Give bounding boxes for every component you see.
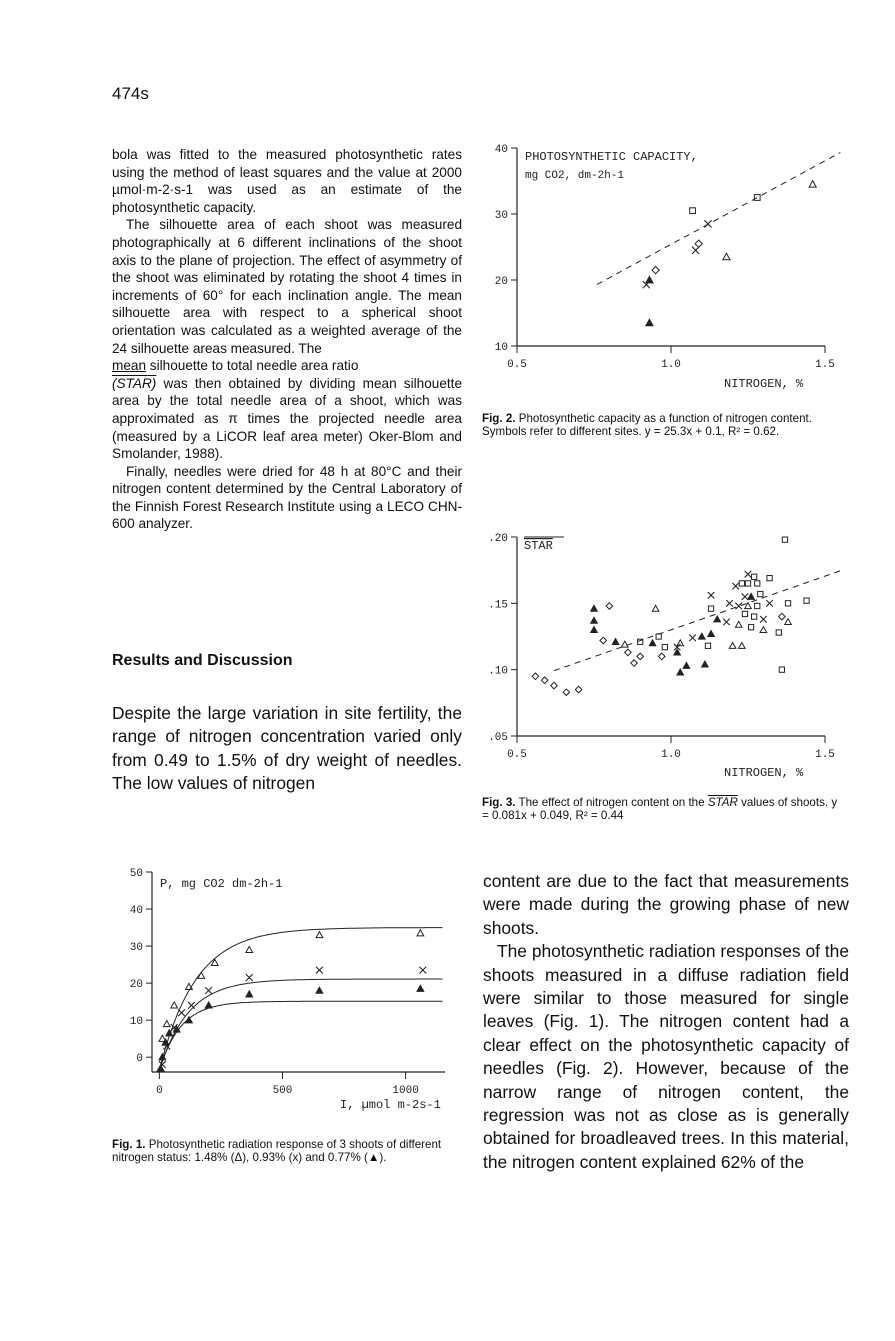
fig3-caption-pre: The effect of nitrogen content on the xyxy=(518,796,705,809)
fig3-point xyxy=(575,686,582,693)
fig2-point xyxy=(646,319,653,325)
fig3-xtick-label: 0.5 xyxy=(507,749,527,761)
fig3-regression xyxy=(554,571,840,671)
underlined-word: mean xyxy=(112,358,147,374)
fig3-point xyxy=(708,592,715,599)
fig3-point xyxy=(766,600,773,607)
fig3-point xyxy=(735,621,742,627)
fig3-ytick-label: .05 xyxy=(488,732,508,744)
fig3-point xyxy=(658,653,665,660)
paragraph-fragment: was then obtained by dividing mean silhouette area by the total needle area of a shoot, which was approximated as π times the projected needle area (measured by a LiCOR leaf area meter) Oker-Blom and Smolander, 1988). xyxy=(112,375,462,462)
fig3-point xyxy=(591,605,598,611)
fig3-point xyxy=(677,640,684,646)
fig1-xtick-label: 0 xyxy=(156,1085,163,1097)
fig1-point xyxy=(205,1002,212,1008)
fig3-point xyxy=(745,571,752,578)
fig2-ytick-label: 20 xyxy=(494,276,508,288)
fig3-point xyxy=(591,617,598,623)
fig2-title: PHOTOSYNTHETIC CAPACITY, xyxy=(525,150,698,164)
fig3-point xyxy=(600,637,607,644)
fig2-point xyxy=(704,220,711,227)
fig1-curve-0 xyxy=(159,928,442,1071)
fig3-point xyxy=(785,619,792,625)
fig1-point xyxy=(171,1002,178,1008)
fig3-label: Fig. 3. xyxy=(482,796,516,809)
fig2-xtick-label: 1.5 xyxy=(815,359,835,371)
fig1-point xyxy=(178,1009,185,1016)
fig3-points xyxy=(532,537,809,696)
fig3-point xyxy=(785,601,790,606)
fig3-point xyxy=(625,649,632,656)
fig2-point xyxy=(723,253,730,259)
fig3-point xyxy=(689,635,696,642)
fig1-ytick-label: 40 xyxy=(129,905,143,918)
left-column-text xyxy=(112,146,462,533)
fig3-point xyxy=(723,619,730,626)
fig3-point xyxy=(742,593,749,600)
fig3-point xyxy=(541,677,548,684)
fig3-point xyxy=(779,667,784,672)
fig2-chart xyxy=(480,138,850,398)
fig2-caption-text: Photosynthetic capacity as a function of nitrogen content. Symbols refer to different sites. y = 25.3x + 0.1, R² = 0.62. xyxy=(482,412,812,439)
fig1-caption-text: Photosynthetic radiation response of 3 shoots of different nitrogen status: 1.48% (Δ), 0.93% (x) and 0.77% (▲). xyxy=(112,1138,442,1165)
fig2-ytick-label: 10 xyxy=(494,342,508,354)
paragraph xyxy=(112,357,462,375)
fig1-chart xyxy=(112,862,472,1122)
fig1-point xyxy=(316,967,323,974)
fig3-point xyxy=(779,613,786,620)
fig3-point xyxy=(776,630,781,635)
fig2-regression xyxy=(597,153,840,285)
fig3-point xyxy=(745,581,750,586)
fig3-chart xyxy=(480,525,850,785)
fig3-point xyxy=(748,593,755,599)
fig3-point xyxy=(637,653,644,660)
fig3-point xyxy=(702,661,709,667)
fig1-label: Fig. 1. xyxy=(112,1138,146,1151)
paragraph: The silhouette area of each shoot was measured photographically at 6 different inclinations of the shoot axis to the plane of projection. The effect of asymmetry of the shoot was eliminated by rotating the shoot 4 times in increments of 60° for each inclination angle. The mean silhouette area with respect to a spherical shoot orientation was calculated as a weighted average of the 24 silhouette areas measured. The xyxy=(112,217,462,356)
fig2-xlabel: NITROGEN, % xyxy=(724,377,804,391)
paragraph: content are due to the fact that measurements were made during the growing phase of new shoots. xyxy=(483,871,849,938)
fig3-caption-post: values of shoots. y = 0.081x + 0.049, R² = 0.44 xyxy=(482,796,838,823)
fig3-point xyxy=(755,581,760,586)
fig2-point xyxy=(692,247,699,254)
fig3-point xyxy=(606,603,613,610)
paragraph-fragment: silhouette to total needle area ratio xyxy=(149,358,359,374)
fig3-point xyxy=(551,682,558,689)
fig3-xtick-label: 1.5 xyxy=(815,749,835,761)
fig3-point xyxy=(767,575,772,580)
fig1-point xyxy=(316,932,323,938)
fig3-point xyxy=(563,689,570,696)
fig1-point xyxy=(417,985,424,991)
fig1-xtick-label: 1000 xyxy=(392,1085,419,1097)
paragraph: Despite the large variation in site fertility, the range of nitrogen concentration varied only from 0.49 to 1.5% of dry weight of needles. The low values of nitrogen xyxy=(112,703,462,794)
fig3-point xyxy=(739,581,744,586)
right-large-text xyxy=(483,870,849,1174)
fig3-point xyxy=(683,662,690,668)
fig3-point xyxy=(714,616,721,622)
fig1-ytick-label: 0 xyxy=(136,1053,143,1066)
fig2-point xyxy=(754,195,760,201)
fig3-point xyxy=(760,627,767,633)
fig1-point xyxy=(205,987,212,994)
fig1-curve-2 xyxy=(159,1001,442,1070)
fig1-point xyxy=(246,974,253,981)
fig3-ytick-label: .20 xyxy=(488,533,508,545)
fig3-xtick-label: 1.0 xyxy=(661,749,681,761)
fig3-point xyxy=(735,603,742,610)
fig1-curve-1 xyxy=(159,979,442,1070)
fig3-point xyxy=(699,633,706,639)
fig1-curves xyxy=(159,928,442,1071)
fig3-point xyxy=(748,625,753,630)
fig3-point xyxy=(708,606,713,611)
fig3-point xyxy=(622,641,629,647)
fig3-frame xyxy=(517,537,825,736)
fig2-point xyxy=(695,240,702,247)
fig1-point xyxy=(246,946,253,952)
fig1-ylabel: P, mg CO2 dm-2h-1 xyxy=(160,877,283,891)
fig3-point xyxy=(732,583,739,590)
fig3-point xyxy=(705,643,710,648)
fig3-caption-star: STAR xyxy=(707,796,738,809)
fig1-point xyxy=(188,1002,195,1009)
fig3-point xyxy=(782,537,787,542)
fig3-point xyxy=(652,605,659,611)
fig1-point xyxy=(419,967,426,974)
fig1-point xyxy=(417,930,424,936)
fig3-ytick-label: .15 xyxy=(488,599,508,612)
paragraph: The photosynthetic radiation responses of the shoots measured in a diffuse radiation field were similar to those measured for single leaves (Fig. 1). The nitrogen content had a clear effect on the photosynthetic capacity of needles (Fig. 2). However, because of the narrow range of nitrogen content, the regression was not as close as is generally obtained for broadleaved trees. In this material, the nitrogen content explained 62% of the xyxy=(483,941,849,1172)
fig2-point xyxy=(809,181,816,187)
fig2-caption xyxy=(482,412,846,439)
fig1-point xyxy=(186,1017,193,1023)
fig3-ticks xyxy=(488,533,835,761)
fig3-ytick-label: .10 xyxy=(488,665,508,678)
paragraph: bola was fitted to the measured photosynthetic rates using the method of least squares and the value at 2000 µmol·m-2·s-1 was used as an estimate of the photosynthetic capacity. xyxy=(112,147,462,215)
fig3-title: STAR xyxy=(524,539,553,553)
left-large-text xyxy=(112,702,462,796)
fig3-point xyxy=(742,611,747,616)
fig2-points xyxy=(643,181,817,326)
fig1-caption xyxy=(112,1138,464,1165)
fig2-xtick-label: 0.5 xyxy=(507,359,527,371)
fig3-point xyxy=(752,574,757,579)
page-number: 474s xyxy=(112,84,149,103)
fig3-point xyxy=(631,660,638,667)
fig3-point xyxy=(662,644,667,649)
fig3-point xyxy=(760,616,767,623)
fig1-frame xyxy=(152,872,445,1072)
fig2-subtitle: mg CO2, dm-2h-1 xyxy=(525,170,625,182)
star-term: (STAR) xyxy=(112,375,157,391)
fig3-point xyxy=(726,600,733,607)
fig1-points xyxy=(157,930,426,1071)
fig3-point xyxy=(677,669,684,675)
fig3-point xyxy=(591,627,598,633)
fig3-point xyxy=(752,614,757,619)
fig3-point xyxy=(612,639,619,645)
fig2-regression-line xyxy=(597,153,840,285)
fig2-ytick-label: 30 xyxy=(494,210,508,222)
fig1-ytick-label: 30 xyxy=(129,942,143,955)
fig2-point xyxy=(652,267,659,274)
fig3-regression-line xyxy=(554,571,840,671)
fig3-point xyxy=(739,642,746,648)
fig3-point xyxy=(708,631,715,637)
fig1-xlabel: I, µmol m-2s-1 xyxy=(340,1098,441,1112)
fig3-point xyxy=(804,598,809,603)
fig3-point xyxy=(758,591,763,596)
fig2-ytick-label: 40 xyxy=(494,144,508,156)
fig2-label: Fig. 2. xyxy=(482,412,516,425)
fig3-caption xyxy=(482,796,846,823)
fig3-point xyxy=(532,673,539,680)
paragraph: Finally, needles were dried for 48 h at 80°C and their nitrogen content determined by the Central Laboratory of the Finnish Forest Research Institute using a LECO CHN-600 analyzer. xyxy=(112,463,462,532)
section-heading: Results and Discussion xyxy=(112,652,293,669)
fig1-ytick-label: 50 xyxy=(129,868,143,880)
fig1-point xyxy=(163,1020,170,1026)
fig3-point xyxy=(755,603,760,608)
fig3-point xyxy=(649,640,656,646)
fig2-xtick-label: 1.0 xyxy=(661,359,681,371)
fig1-xtick-label: 500 xyxy=(272,1085,293,1097)
fig1-ytick-label: 20 xyxy=(129,979,143,992)
paragraph xyxy=(112,375,462,463)
fig1-point xyxy=(246,991,253,997)
fig3-point xyxy=(729,642,736,648)
fig1-ytick-label: 10 xyxy=(129,1016,143,1029)
fig1-ticks xyxy=(130,868,419,1097)
fig2-point xyxy=(690,208,696,214)
fig3-xlabel: NITROGEN, % xyxy=(724,766,804,780)
fig1-point xyxy=(316,987,323,993)
